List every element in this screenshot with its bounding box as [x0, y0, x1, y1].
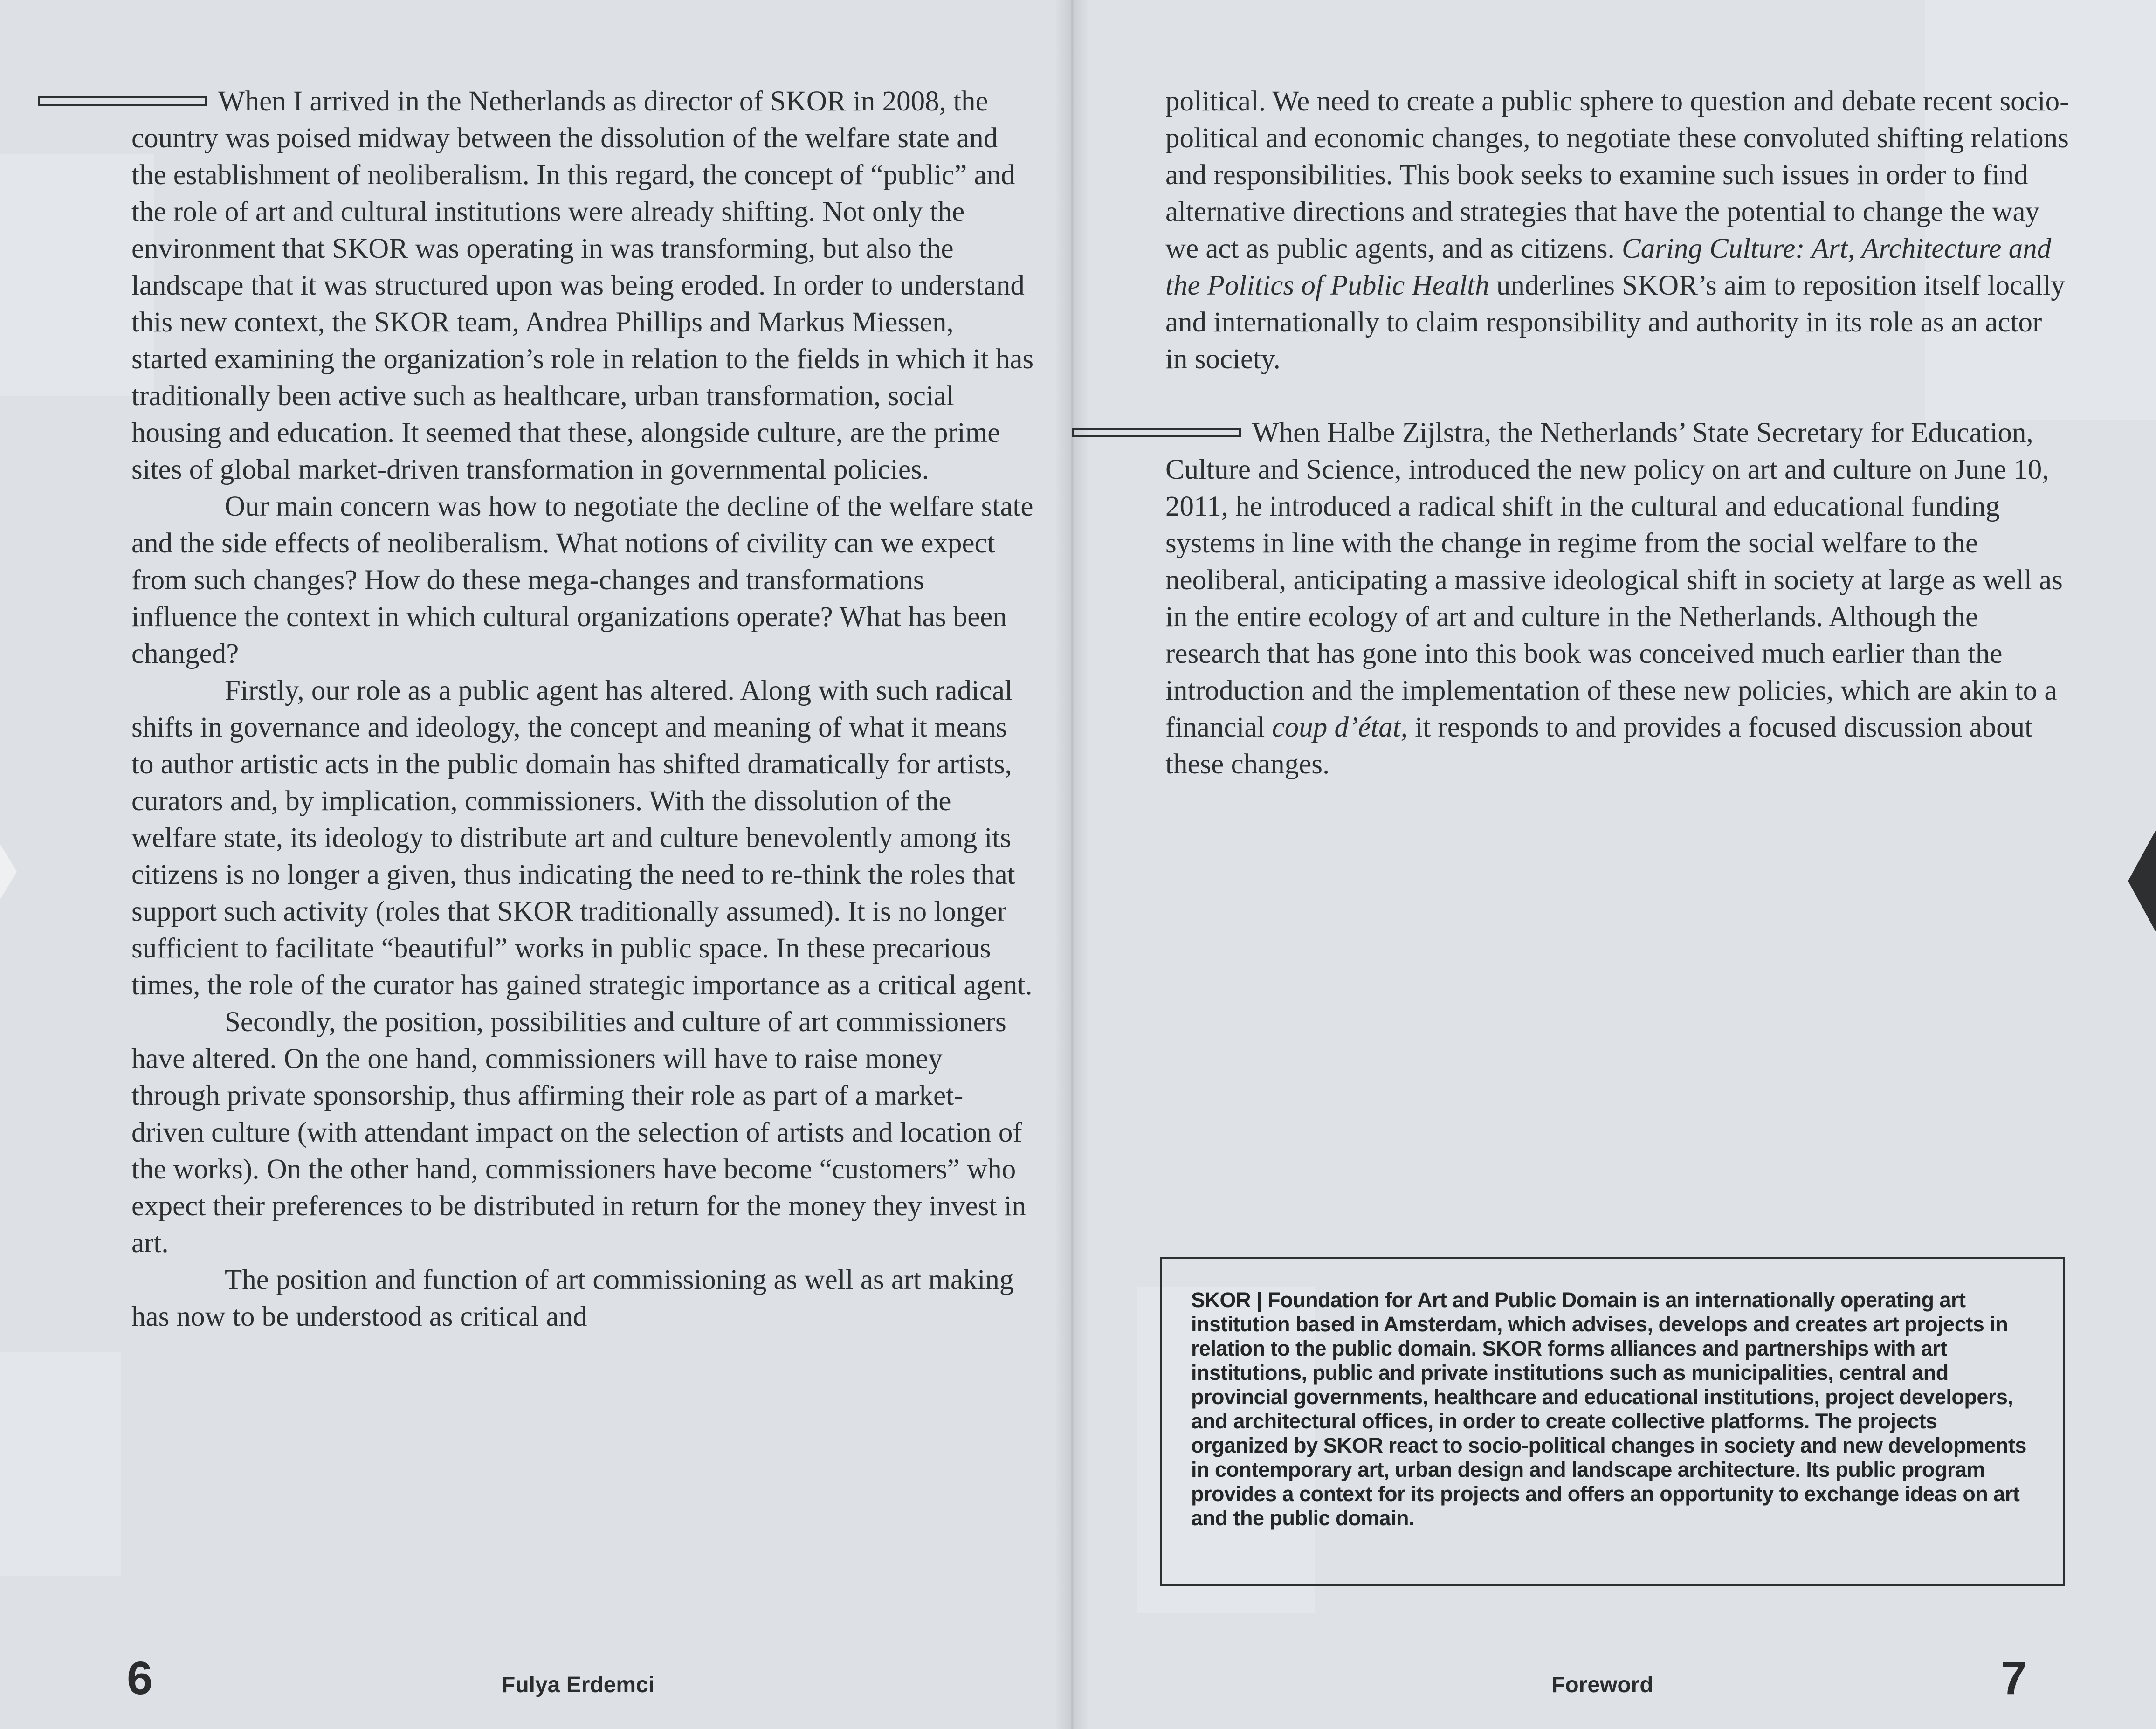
paragraph-rule-mark	[38, 96, 207, 106]
skor-info-box	[1160, 1257, 2065, 1586]
paragraph-text: When Halbe Zijlstra, the Netherlands’ State Secretary for Education, Culture and Science, introduced the new policy on art and culture on June 10, 2011, he introduced a radical shift in the cultural and educational funding systems in line with the change in regime from the social welfare to the neoliberal, anticipating a massive ideological shift in society at large as well as in the entire ecology of art and culture in the Netherlands. Although the research that has gone into this book was conceived much earlier than the introduction and the implementation of these new policies, which are akin to a financial	[1165, 417, 2063, 743]
left-page	[0, 0, 1072, 1729]
page-edge-tab	[2128, 830, 2156, 932]
background-shape	[0, 154, 154, 396]
info-box-text: SKOR | Foundation for Art and Public Domain is an internationally operating art institution based in Amsterdam, which advises, develops and creates art projects in relation to the public domain. SKOR forms alliances and partnerships with art institutions, public and private institutions such as municipalities, central and provincial governments, healthcare and educational institutions, project developers, and architectural offices, in order to create collective platforms. The projects organized by SKOR react to socio-political changes in society and new developments in contemporary art, urban design and landscape architecture. Its public program provides a context for its projects and offers an opportunity to exchange ideas on art and the public domain.	[1191, 1288, 2026, 1530]
paragraph: Firstly, our role as a public agent has altered. Along with such radical shifts in governance and ideology, the concept and meaning of what it means to author artistic acts in the public domain has shifted dramatically for artists, curators and, by implication, commissioners. With the dissolution of the welfare state, its ideology to distribute art and culture benevolently among its citizens is no longer a given, thus indicating the need to re-think the roles that support such activity (roles that SKOR traditionally assumed). It is no longer sufficient to facilitate “beautiful” works in public space. In these precarious times, the role of the curator has gained strategic importance as a critical agent.	[131, 675, 1033, 1001]
paragraph: Secondly, the position, possibilities and culture of art commissioners have altered. On the one hand, commissioners will have to raise money through private sponsorship, thus affirming their role as part of a market-driven culture (with attendant impact on the selection of artists and location of the works). On the other hand, commissioners have become “customers” who expect their preferences to be distributed in return for the money they invest in art.	[131, 1006, 1026, 1259]
background-shape	[0, 1352, 121, 1576]
paragraph-text: underlines SKOR’s aim to reposition itself locally and internationally to claim responsibility and authority in its role as an actor in society.	[1165, 270, 2065, 375]
paragraph	[131, 83, 1036, 488]
paragraph: Our main concern was how to negotiate the decline of the welfare state and the side effects of neoliberalism. What notions of civility can we expect from such changes? How do these mega-changes and transformations influence the context in which cultural organizations operate? What has been changed?	[131, 491, 1033, 669]
italic-phrase: coup d’état,	[1272, 712, 1408, 743]
page-number-left: 6	[127, 1652, 153, 1704]
paragraph-text: it responds to and provides a focused discussion about these changes.	[1165, 712, 2033, 780]
left-column-text	[131, 83, 1036, 1335]
right-column-text	[1165, 83, 2070, 783]
running-head-author: Fulya Erdemci	[502, 1673, 655, 1697]
paragraph	[1165, 83, 2070, 378]
paragraph: The position and function of art commissioning as well as art making has now to be understood as critical and	[131, 1264, 1014, 1332]
paragraph	[1165, 414, 2070, 783]
paragraph-text: political. We need to create a public sphere to question and debate recent socio-political and economic changes, to negotiate these convoluted shifting relations and responsibilities. This book seeks to examine such issues in order to find alternative directions and strategies that have the potential to change the way we act as public agents, and as citizens.	[1165, 86, 2069, 264]
page-number-right: 7	[2001, 1652, 2027, 1704]
paragraph-text: When I arrived in the Netherlands as director of SKOR in 2008, the country was poised midway between the dissolution of the welfare state and the establishment of neoliberalism. In this regard, the concept of “public” and the role of art and cultural institutions were already shifting. Not only the environment that SKOR was operating in was transforming, but also the landscape that it was structured upon was being eroded. In order to understand this new context, the SKOR team, Andrea Phillips and Markus Miessen, started examining the organization’s role in relation to the fields in which it has traditionally been active such as healthcare, urban transformation, social housing and education. It seemed that these, alongside culture, are the prime sites of global market-driven transformation in governmental policies.	[131, 86, 1034, 485]
page-edge-mark	[0, 844, 17, 900]
book-title-italic: Caring Culture: Art, Architecture and the Politics of Public Health	[1165, 233, 2052, 301]
paragraph-rule-mark	[1072, 428, 1241, 437]
running-head-section: Foreword	[1551, 1673, 1653, 1697]
book-gutter	[1054, 0, 1090, 1729]
